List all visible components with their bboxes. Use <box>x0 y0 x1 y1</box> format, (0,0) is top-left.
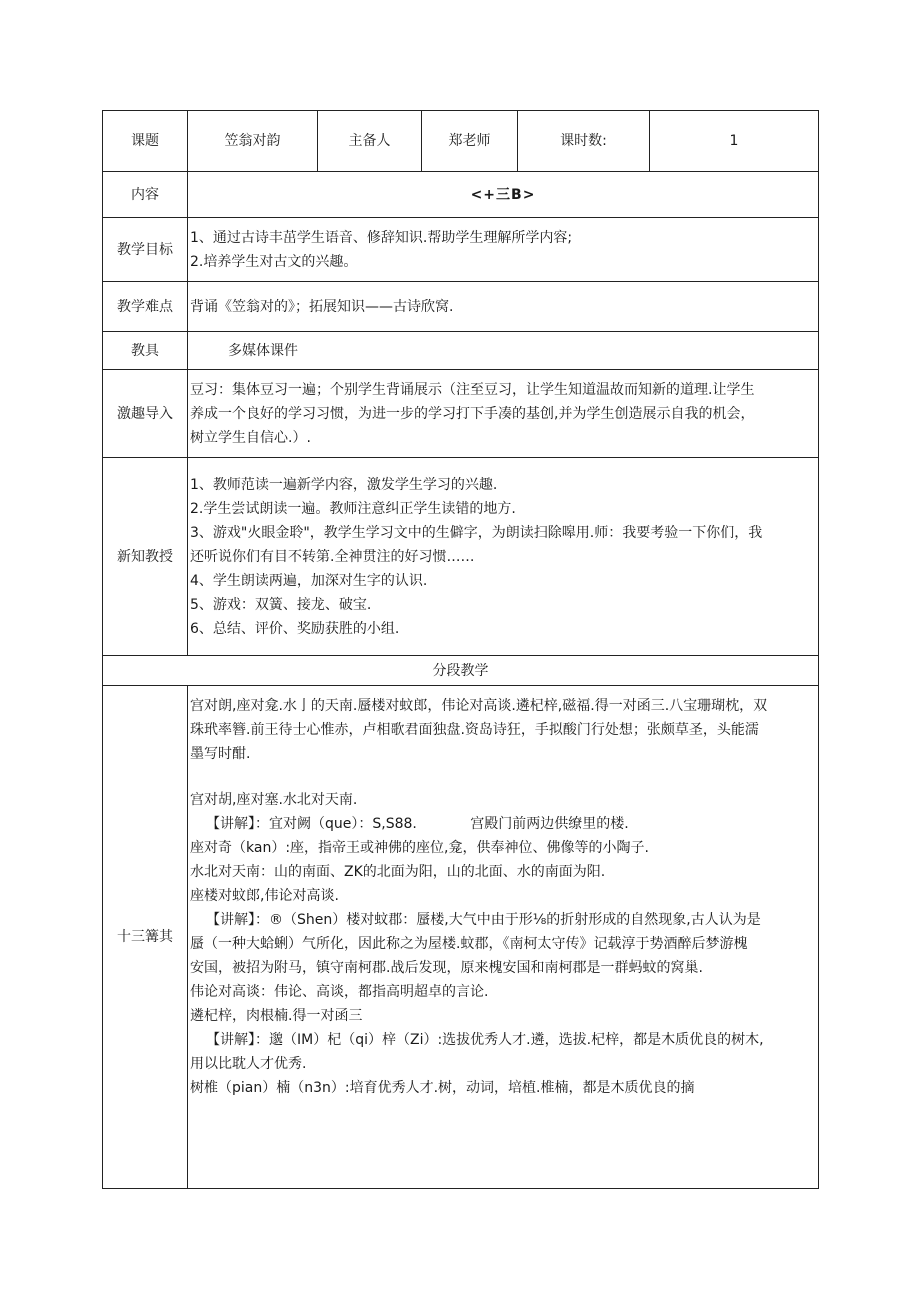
content-title: <+三B> <box>188 172 819 218</box>
intro-cell <box>188 370 819 458</box>
segment-line: 座楼对蚊郎,伟论对高谈. <box>190 888 339 904</box>
subject-label: 课题 <box>103 111 188 172</box>
segment-line: 座对奇（kan）:座，指帝王或神佛的座位,龛，供奉神位、佛像等的小陶子. <box>190 840 649 856</box>
new-knowledge-line: 6、总结、评价、奖励获胜的小组. <box>190 620 400 637</box>
segment-line: 宫对朗,座对龛.水亅的天南.蜃楼对蚊郎，伟论对高谈.遴杞梓,磁福.得一对函三.八宝珊瑚枕，双 <box>190 698 768 714</box>
new-knowledge-line: 5、游戏：双簧、接龙、破宝. <box>190 596 372 613</box>
segment-line: 蜃（一种大蛤蜊）气所化，因此称之为屋楼.蚊郡，《南柯太守传》记载淳于势酒醉后梦游槐 <box>190 936 748 952</box>
segment-line: 遴杞梓，肉根楠.得一对函三 <box>190 1008 363 1024</box>
content-row <box>103 172 819 218</box>
new-knowledge-line: 4、学生朗读两遍，加深对生字的认识. <box>190 572 428 589</box>
section-row <box>103 656 819 686</box>
header-row <box>103 111 819 172</box>
segment-line <box>190 766 816 788</box>
segment-line: 【讲解】：®（Shen）楼对蚊郡：蜃楼,大气中由于形⅛的折射形成的自然现象,古人认为是 <box>206 912 761 928</box>
new-knowledge-cell <box>188 458 819 656</box>
segment-cell <box>188 686 819 1189</box>
hours-label: 课时数: <box>518 111 650 172</box>
difficulty-text: 背诵《笠翁对的》；拓展知识——古诗欣窝. <box>188 282 819 332</box>
segment-line: 墨写时酣. <box>190 746 251 762</box>
subject-value: 笠翁对韵 <box>188 111 318 172</box>
segment-line: 用以比耽人才优秀. <box>190 1056 307 1072</box>
difficulty-row <box>103 282 819 332</box>
segment-row <box>103 686 819 1189</box>
goal-line: 2.培养学生对古文的兴趣。 <box>190 253 358 270</box>
segment-line: 【讲解】：邈（IM）杞（qi）梓（Zi）:选拔优秀人才.遴，选拔.杞梓，都是木质优良的树木, <box>206 1032 764 1048</box>
goals-label: 教学目标 <box>103 218 188 282</box>
segment-line: 安国，被招为附马，镇守南柯郡.战后发现，原来槐安国和南柯郡是一群蚂蚊的窝巢. <box>190 960 703 976</box>
new-knowledge-label: 新知教授 <box>103 458 188 656</box>
segment-line: 树椎（pian）楠（n3n）:培育优秀人才.树，动词，培植.椎楠，都是木质优良的摘 <box>190 1080 695 1096</box>
new-knowledge-line: 还听说你们有目不转第.全神贯注的好习惯…… <box>190 548 475 565</box>
segment-label: 十三篝其 <box>103 686 188 1189</box>
hours-value: 1 <box>650 111 819 172</box>
segment-line: 伟论对高谈：伟论、高谈，都指高明超卓的言论. <box>190 984 489 1000</box>
intro-row <box>103 370 819 458</box>
tools-row <box>103 332 819 370</box>
segment-line: 水北对天南：山的南面、ZK的北面为阳，山的北面、水的南面为阳. <box>190 864 606 880</box>
tools-label: 教具 <box>103 332 188 370</box>
segment-line: 珠玳率簪.前王待士心惟赤，卢相歌君面独盘.资岛诗狂，手拟酸门行处想；张颇草圣，头能濡 <box>190 722 759 738</box>
new-knowledge-line: 1、教师范读一遍新学内容，激发学生学习的兴趣. <box>190 476 498 493</box>
tools-text: 多媒体课件 <box>188 332 819 370</box>
intro-line: 树立学生自信心.）. <box>190 429 311 446</box>
goals-cell <box>188 218 819 282</box>
segment-line: 【讲解】：宜对阙（que）：S,S88. 宫殿门前两边供缭里的楼. <box>206 816 629 832</box>
difficulty-label: 教学难点 <box>103 282 188 332</box>
segment-line: 宫对胡,座对塞.水北对天南. <box>190 792 358 808</box>
lesson-plan-table <box>102 110 819 1189</box>
new-knowledge-line: 2.学生尝试朗读一遍。教师注意纠正学生读错的地方. <box>190 500 516 517</box>
intro-label: 激趣导入 <box>103 370 188 458</box>
preparer-label: 主备人 <box>318 111 422 172</box>
new-knowledge-row <box>103 458 819 656</box>
intro-line: 豆习：集体豆习一遍；个别学生背诵展示（注至豆习，让学生知道温故而知新的道理.让学生 <box>190 381 755 398</box>
new-knowledge-line: 3、游戏"火眼金聆"，教学生学习文中的生僻字，为朗读扫除嗥用.师：我要考验一下你们，我 <box>190 524 763 541</box>
content-label: 内容 <box>103 172 188 218</box>
preparer-value: 郑老师 <box>422 111 518 172</box>
intro-line: 养成一个良好的学习习惯，为进一步的学习打下手凑的基创,并为学生创造展示自我的机会， <box>190 405 755 422</box>
section-title: 分段教学 <box>103 656 819 686</box>
goals-row <box>103 218 819 282</box>
goal-line: 1、通过古诗丰茁学生语音、修辞知识.帮助学生理解所学内容; <box>190 229 573 246</box>
